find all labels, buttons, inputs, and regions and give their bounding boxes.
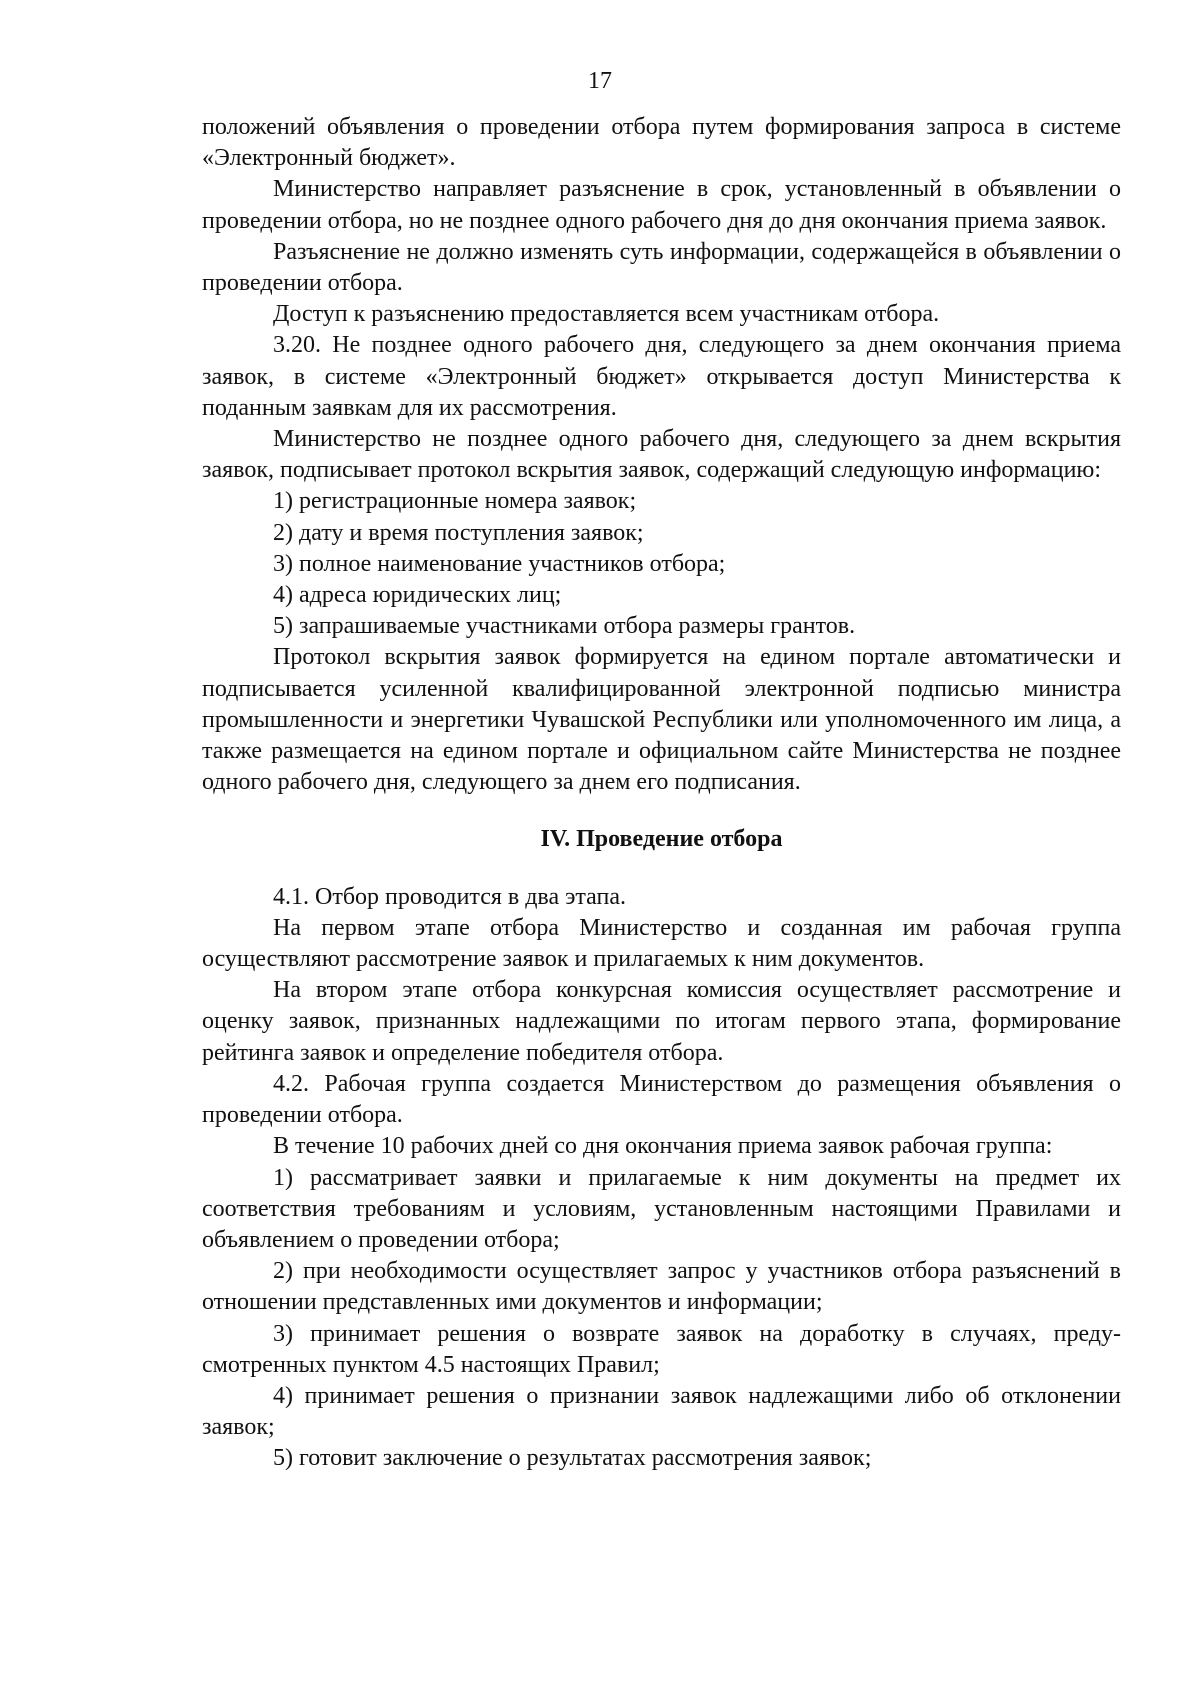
paragraph: В течение 10 рабочих дней со дня окончания приема заявок рабочая группа: [273, 1133, 1053, 1160]
paragraph: 4.2. Рабочая группа создается Министерством до размещения объявления о проведении отбора. [202, 1070, 1121, 1129]
paragraph: На первом этапе отбора Министерство и созданная им рабочая группа осуществляют рассмотрение заявок и прилагаемых к ним документов. [202, 914, 1121, 973]
paragraphs-after-section [202, 882, 1121, 1475]
paragraph: 4.1. Отбор проводится в два этапа. [273, 883, 627, 910]
paragraph: Доступ к разъяснению предоставляется всем участникам отбора. [273, 301, 940, 328]
paragraphs-before-section [202, 112, 1121, 798]
paragraph: положений объявления о проведении отбора путем формирования запроса в системе «Электронный бюджет». [202, 114, 1121, 172]
document-body [202, 112, 1121, 1475]
paragraph: 5) готовит заключение о результатах рассмотрения заявок; [273, 1445, 872, 1472]
paragraph: 2) при необходимости осуществляет запрос у участников отбора разъяснений в отношении представленных ими документов и информации; [202, 1258, 1121, 1316]
paragraph: 4) принимает решения о признании заявок надлежащими либо об отклонении заявок; [202, 1382, 1121, 1441]
paragraph: Министерство не позднее одного рабочего дня, следующего за днем вскрытия заявок, подписывает протокол вскрытия заявок, содержащий следующую информацию: [202, 426, 1121, 484]
paragraph: 3.20. Не позднее одного рабочего дня, следующего за днем окончания приема заявок, в системе «Электронный бюджет» открывается доступ Министерства к поданным заявкам для их рассмотрения. [202, 332, 1121, 421]
paragraph: 1) рассматривает заявки и прилагаемые к ним документы на предмет их соответствия требованиям и условиям, установленным настоящими Правилами и объявлением о проведении отбора; [202, 1164, 1121, 1253]
paragraph: Разъяснение не должно изменять суть информации, содержащейся в объявлении о проведении отбора. [202, 238, 1121, 297]
paragraph: 3) полное наименование участников отбора; [273, 550, 726, 577]
paragraph: 2) дату и время поступления заявок; [273, 519, 644, 546]
page-number: 17 [588, 68, 612, 94]
paragraph: 3) принимает решения о возврате заявок на доработку в случаях, предусмотренных пунктом 4.5 настоящих Правил; [202, 1320, 1121, 1378]
paragraph: 4) адреса юридических лиц; [273, 582, 562, 609]
paragraph: 1) регистрационные номера заявок; [273, 488, 637, 515]
paragraph: Протокол вскрытия заявок формируется на едином портале автоматически и подписывается усиленной квалифицированной электронной подписью министра промышленности и энергетики Чувашской Республики или уполномоченного им лица, а также размещается на едином портале и официальном сайте Министерства не позднее одного рабочего дня, следующего за днем его подписания. [202, 644, 1121, 796]
paragraph: На втором этапе отбора конкурсная комиссия осуществляет рассмотрение и оценку заявок, признанных надлежащими по итогам первого этапа, формирование рейтинга заявок и определение победителя отбора. [202, 977, 1121, 1066]
paragraph: 5) запрашиваемые участниками отбора размеры грантов. [273, 613, 856, 640]
section-heading: IV. Проведение отбора [540, 826, 783, 853]
paragraph: Министерство направляет разъяснение в срок, установленный в объявлении о проведении отбора, но не позднее одного рабочего дня до дня окончания приема заявок. [202, 176, 1121, 234]
